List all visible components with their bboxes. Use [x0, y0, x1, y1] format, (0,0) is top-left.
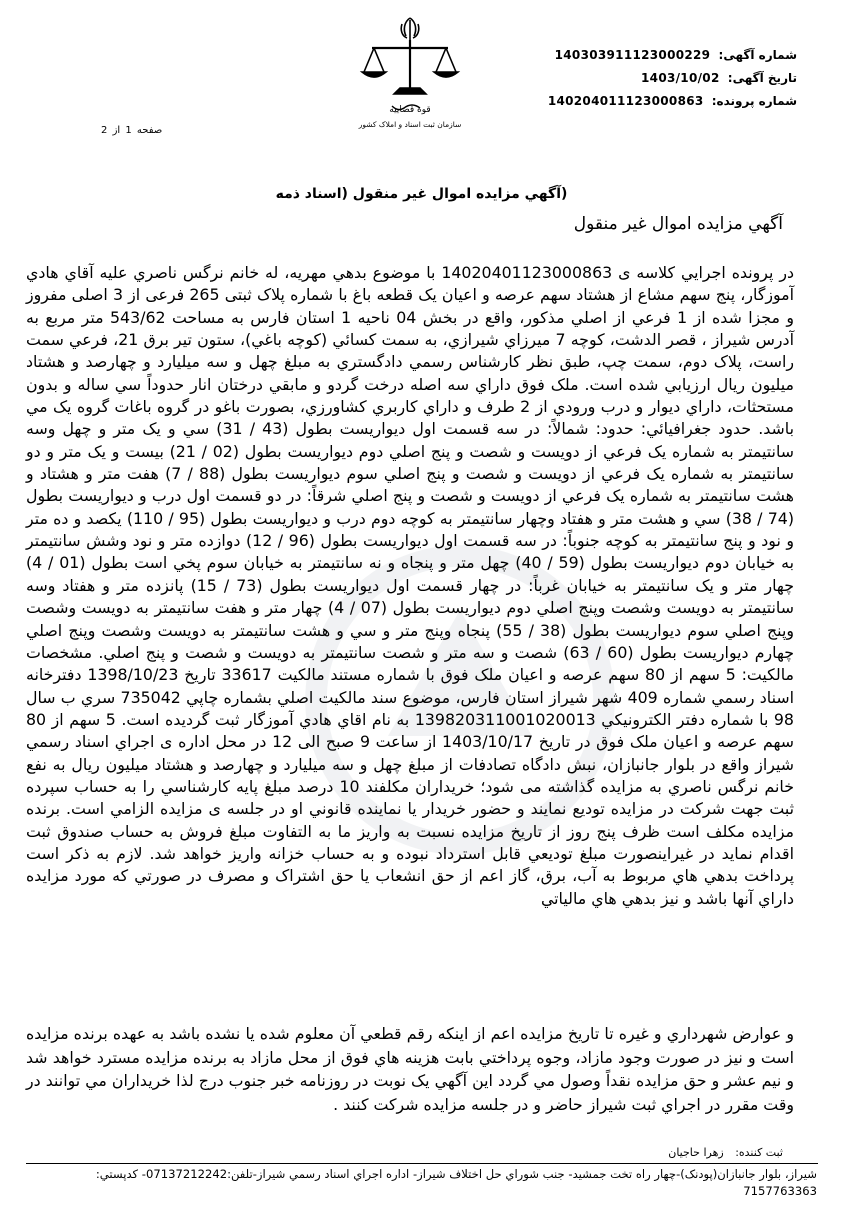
ad-date-row [467, 67, 797, 90]
ad-number: 140303911123000229 [554, 48, 711, 62]
registrar-label: ثبت کننده: [735, 1146, 783, 1159]
ad-number-row [467, 44, 797, 67]
emblem-org-text: سازمان ثبت اسناد و املاک کشور [358, 120, 462, 129]
page-total: 2 [101, 125, 108, 136]
page-title: (آگهي مزايده اموال غير منقول (اسناد ذمه [275, 186, 568, 202]
page-of: از [112, 125, 121, 136]
file-number-row [467, 90, 797, 113]
ad-date: 1403/10/02 [641, 71, 720, 85]
page-current: 1 [125, 125, 132, 136]
ad-number-label: شماره آگهی: [718, 48, 797, 62]
registrar [660, 1146, 783, 1159]
file-number: 140204011123000863 [547, 94, 704, 108]
ad-date-label: تاریخ آگهی: [727, 71, 797, 85]
registrar-name: زهرا حاجیان [668, 1146, 724, 1159]
page-number [100, 125, 163, 136]
footer-divider [26, 1163, 818, 1164]
file-number-label: شماره پرونده: [711, 94, 797, 108]
body-paragraph-2: و عوارض شهرداري و غيره تا تاريخ مزايده اعم از اينكه رقم قطعي آن معلوم شده يا نشده باشد به عهده برنده مزايده است و نيز در صورت وجود مازاد، وجوه پرداختي بابت هزينه هاي فوق از محل مازاد به برنده مزايده مسترد خواهد شد و نيم عشر و حق مزايده نقداً وصول مي گردد اين آگهي يک نوبت در روزنامه خبر جنوب درج لذا خريداران مي توانند در وقت مقرر در اجراي ثبت شيراز حاضر و در جلسه مزايده شركت كنند . [26, 1024, 794, 1114]
page-subtitle: آگهي مزايده اموال غير منقول [573, 214, 783, 234]
emblem-judiciary-text: قوه قضاییه [389, 105, 431, 115]
scales-of-justice-emblem [350, 14, 470, 132]
body-paragraph-1: در پرونده اجرايي كلاسه ی 14020401123000863 با موضوع بدهي مهريه، له خانم نرگس ناصري عليه آقاي هادي آموزگار، پنج سهم مشاع از هشتاد سهم عرصه و اعيان يک قطعه باغ با شماره پلاک ثبتی 265 فرعی از 3 اصلی مفروز و مجزا شده از 1 فرعي از اصلي مذكور، واقع در بخش 04 ناحيه 1 استان فارس به مساحت 543/62 متر مربع به آدرس شيراز ، قصر الدشت، كوچه 7 ميرزاي شيرازي، به سمت كسائي (كوچه باغي)، ستون تير برق 21، فرعي سمت راست، پلاک دوم، سمت چپ، طبق نظر كارشناس رسمي دادگستري به مبلغ چهل و سه ميليارد و چهارصد و هشتاد ميليون ريال ارزيابي شده است. ملک فوق داراي سه اصله درخت گردو و مابقي درختان انار حدوداً سي ساله و بدون مستحثات، داراي ديوار و درب ورودي از 2 طرف و داراي كاربري كشاورزي، بصورت باغو در گروه باغات گروه يک مي باشد. حدود جغرافيائي: حدود: شمالاً: در سه قسمت اول ديواريست بطول (43 / 31) سي و يک متر و چهل وسه سانتيمتر به شماره يک فرعي از دويست و شصت و پنج اصلي دوم ديواريست بطول (02 / 21) بيست و يک متر و دو سانتيمتر به شماره يک فرعي از دويست و شصت و پنج اصلي سوم ديواريست بطول (88 / 7) هفت متر و هشتاد و هشت سانتيمتر به شماره يک فرعي از دويست و شصت و پنج اصلي شرقاً: در دو قسمت اول درب و ديواريست بطول (74 / 38) سي و هشت متر و هفتاد وچهار سانتيمتر به كوچه دوم درب و ديواريست بطول (95 / 110) يكصد و ده متر و نود و پنج سانتيمتر به كوچه جنوباً: در سه قسمت اول ديواريست بطول (96 / 12) دوازده متر و نود وشش سانتيمتر به خيابان دوم ديواريست بطول (59 / 40) چهل متر و پنجاه و نه سانتيمتر به خيابان سوم پخي است بطول (01 / 4) چهار متر و يک سانتيمتر به خيابان غرباً: در چهار قسمت اول ديواريست بطول (73 / 15) پانزده متر و هفتاد وسه سانتيمتر به دويست وشصت وپنج اصلي دوم ديواريست بطول (07 / 4) چهار متر و هفت سانتيمتر به دويست وشصت وپنج اصلي سوم ديواريست بطول (38 / 55) پنجاه وپنج متر و سي و هشت سانتيمتر به دويست وشصت وپنج اصلي چهارم ديواريست بطول (60 / 63) شصت و سه متر و شصت سانتيمتر به دويست و شصت و پنج اصلي. مشخصات مالكيت: 5 سهم از 80 سهم عرصه و اعيان ملک فوق با شماره مستند مالكيت 33617 تاريخ 1398/10/23 دفترخانه اسناد رسمي شماره 409 شهر شيراز استان فارس، موضوع سند مالكيت اصلي بشماره چاپي 735042 سري ب سال 98 با شماره دفتر الكترونيكي 139820311001020013 به نام اقاي هادي آموزگار ثبت گرديده است. 5 سهم از 80 سهم عرصه و اعيان ملک فوق در تاريخ 1403/10/17 از ساعت 9 صبح الی 12 در محل اداره ی اجراي اسناد رسمي شيراز واقع در بلوار جانبازان، نبش دادگاه تصادفات از مبلغ چهل و سه ميليارد و چهارصد و هشتاد ميليون ريال به نفع خانم نرگس ناصري به مزايده گذاشته می شود؛ خريداران مكلفند 10 درصد مبلغ پايه كارشناسي را به حساب سپرده ثبت جهت شركت در مزايده توديع نمايند و حضور خريدار يا نماينده قانوني او در جلسه ی مزايده الزامي است. برنده مزايده مكلف است ظرف پنج روز از تاريخ مزايده نسبت به واريز ما به التفاوت مبلغ فروش به حساب صندوق ثبت اقدام نمايد در غيراينصورت مبلغ توديعي قابل استرداد نبوده و به حساب خزانه واريز خواهد شد. لازم به ذكر است پرداخت بدهي هاي مربوط به آب، برق، گاز اعم از حق انشعاب يا حق اشتراک و مصرف در صورتي كه مورد مزايده داراي آنها باشد و نيز بدهي هاي مالياتي [26, 263, 795, 908]
page-label: صفحه [136, 125, 163, 136]
footer-address: شيراز، بلوار جانبازان(پودنک)-چهار راه تخت جمشيد- جنب شوراي حل اختلاف شيراز- اداره اجراي اسناد رسمي شيراز-تلفن:07137212242- كدپستي: 7157763363 [95, 1167, 817, 1198]
ad-metadata [467, 44, 797, 113]
